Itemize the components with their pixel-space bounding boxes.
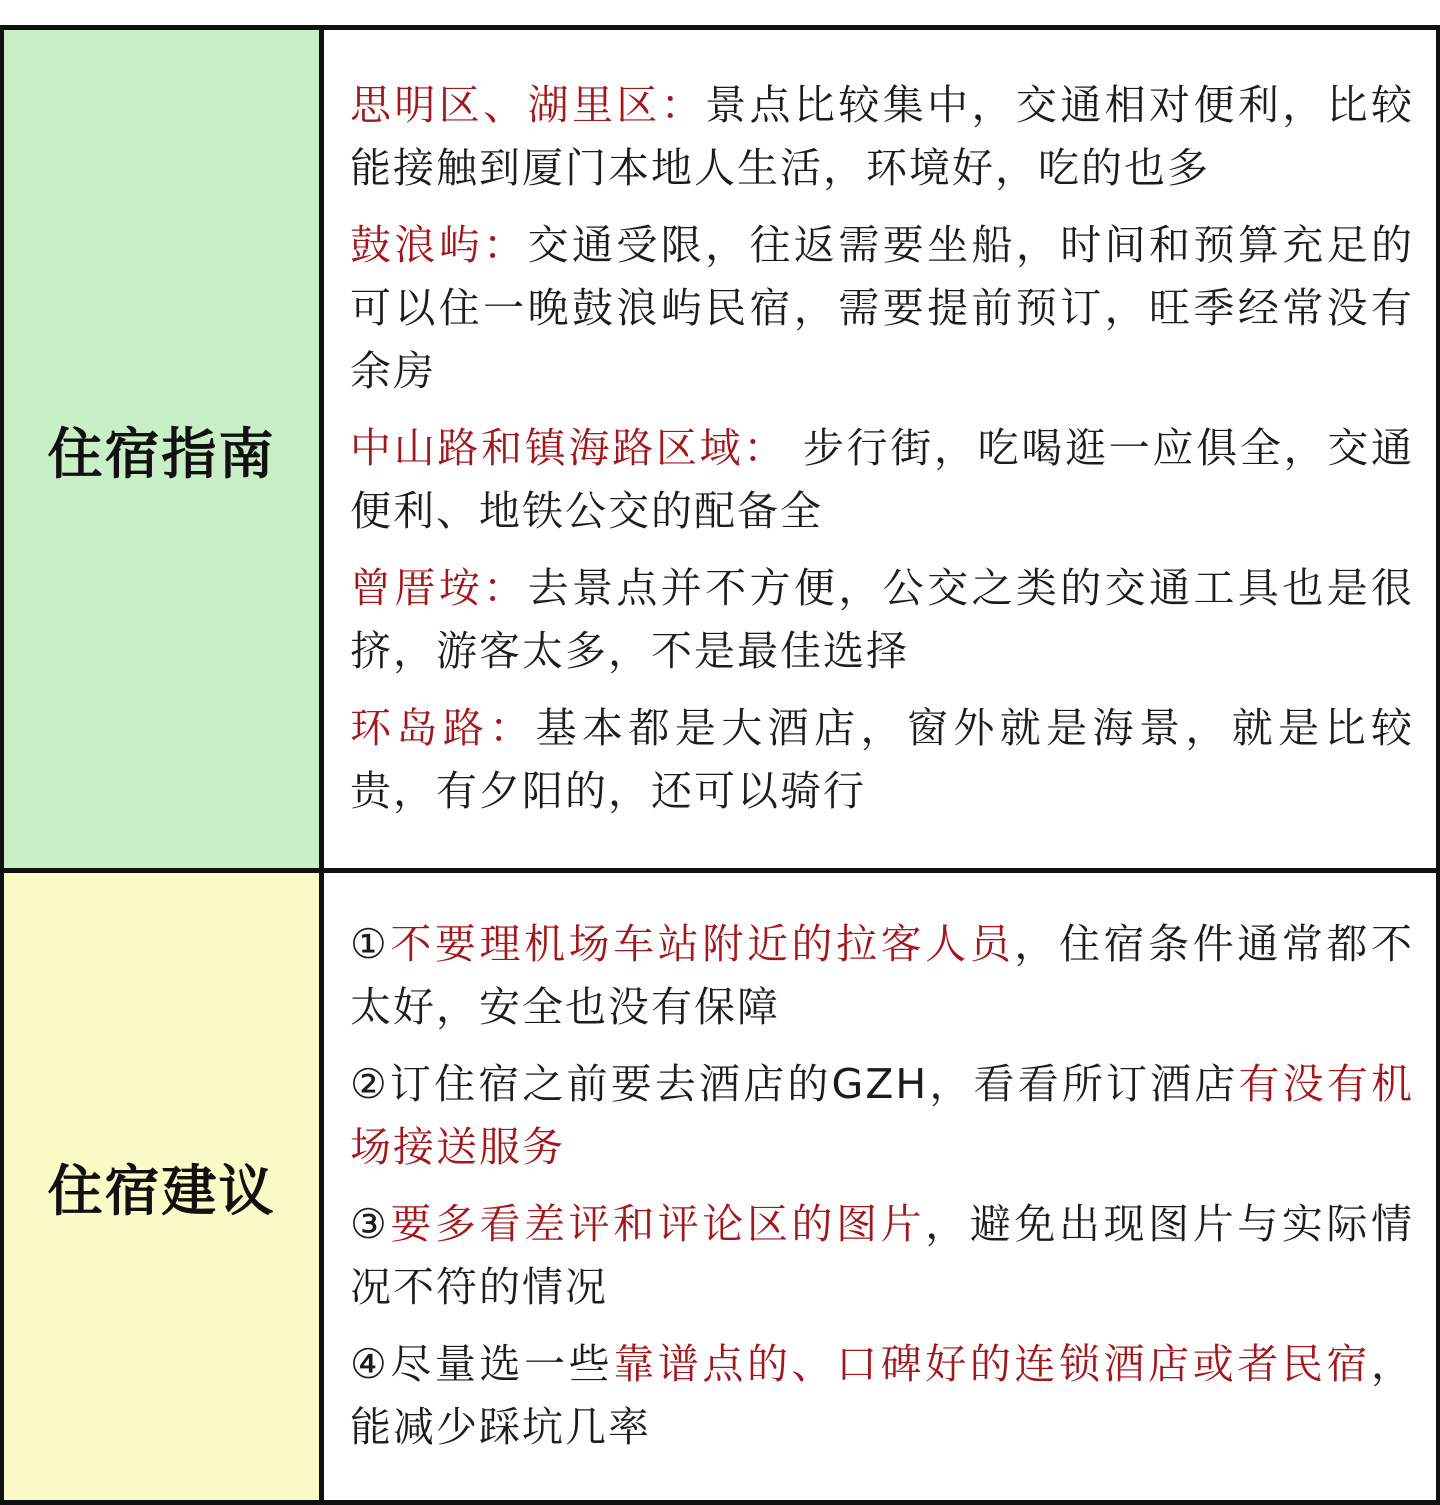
area-name: 鼓浪屿： [350, 221, 528, 269]
advice-content-cell [324, 873, 1436, 1500]
tip-text: 订住宿之前要去酒店的GZH，看看所订酒店 [389, 1060, 1239, 1108]
row-label: 住宿建议 [47, 1159, 276, 1223]
area-name: 环岛路： [350, 704, 536, 752]
tip-text: 尽量选一些 [390, 1340, 614, 1388]
table-row [4, 873, 1436, 1505]
row-label-cell [4, 30, 324, 868]
table-row [4, 30, 1436, 873]
area-paragraph [350, 417, 1414, 543]
tip-highlight: 靠谱点的、口碑好的连锁酒店或者民宿 [613, 1340, 1372, 1388]
tip-paragraph [350, 913, 1414, 1039]
area-paragraph [350, 74, 1414, 200]
area-paragraph [350, 214, 1414, 403]
area-description: 步行街，吃喝逛一应俱全，交通便利、地铁公交的配备全 [350, 424, 1415, 535]
area-name: 曾厝垵： [350, 564, 528, 612]
area-paragraph [350, 697, 1414, 823]
tip-paragraph [350, 1053, 1414, 1179]
tip-number: ③ [350, 1200, 391, 1248]
area-description: 基本都是大酒店，窗外就是海景，就是比较贵，有夕阳的，还可以骑行 [350, 704, 1415, 815]
tip-number: ① [350, 920, 391, 968]
accommodation-table [0, 25, 1440, 1505]
area-description: 交通受限，往返需要坐船，时间和预算充足的可以住一晚鼓浪屿民宿，需要提前预订，旺季经常没有余房 [350, 221, 1415, 395]
area-name: 中山路和镇海路区域： [350, 424, 788, 472]
tip-highlight: 有没有机场接送服务 [350, 1060, 1414, 1171]
tip-text: ，住宿条件通常都不太好，安全也没有保障 [350, 920, 1415, 1031]
tip-text: ，能减少踩坑几率 [350, 1340, 1415, 1451]
row-label: 住宿指南 [47, 421, 276, 486]
area-description: 去景点并不方便，公交之类的交通工具也是很挤，游客太多，不是最佳选择 [350, 564, 1415, 675]
area-name: 思明区、湖里区： [350, 81, 706, 129]
tip-highlight: 要多看差评和评论区的图片 [390, 1200, 926, 1248]
tip-number: ④ [350, 1340, 391, 1388]
tip-paragraph [350, 1193, 1414, 1319]
guide-content-cell [324, 30, 1436, 868]
tip-highlight: 不要理机场车站附近的拉客人员 [390, 920, 1015, 968]
row-label-cell [4, 873, 324, 1500]
tip-paragraph [350, 1333, 1414, 1459]
area-description: 景点比较集中，交通相对便利，比较能接触到厦门本地人生活，环境好，吃的也多 [350, 81, 1415, 192]
area-paragraph [350, 557, 1414, 683]
tip-text: ，避免出现图片与实际情况不符的情况 [350, 1200, 1415, 1311]
tip-number: ② [350, 1060, 390, 1108]
